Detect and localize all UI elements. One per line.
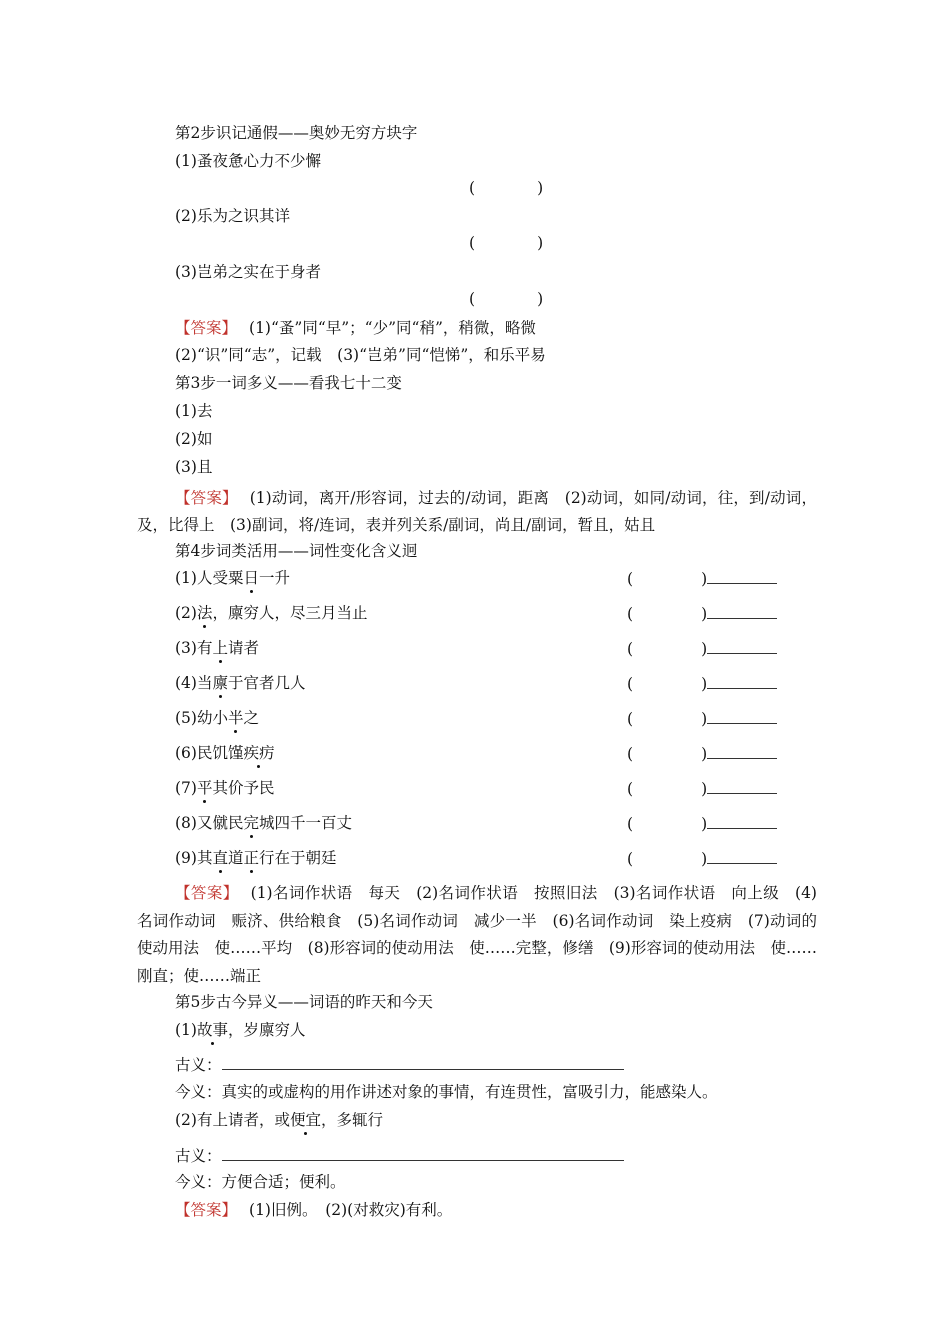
answer-paren[interactable]: ( ) (469, 234, 544, 252)
step5-item-2: (2)有上请者，或便宜，多辄行 (175, 1111, 383, 1129)
step3-answer: 【答案】 (1)动词，离开/形容词，过去的/动词，距离 (2)动词，如同/动词，往，到/动词，及，比得上 (3)副词，将/连词，表并列关系/副词，尚且/副词，暂且，姑且 (137, 489, 817, 534)
step4-item: (4)当廪于官者几人 (175, 674, 306, 692)
step4-item: (2)法，廪穷人，尽三月当止 (175, 604, 368, 622)
answer-tag: 【答案】 (175, 489, 238, 507)
answer-blank[interactable]: ( ) (627, 848, 777, 869)
jin-yi-1: 今义：真实的或虚构的用作讲述对象的事情，有连贯性，富吸引力，能感染人。 (175, 1083, 718, 1101)
step4-item: (7)平其价予民 (175, 779, 275, 797)
step2-item-1: (1)蚤夜惫心力不少懈 (175, 152, 321, 170)
gu-yi-field-1[interactable]: 古义： (175, 1054, 624, 1075)
answer-blank[interactable]: ( ) (627, 568, 777, 589)
answer-tag: 【答案】 (175, 319, 238, 337)
answer-blank[interactable]: ( ) (627, 638, 777, 659)
step5-answer: 【答案】 (1)旧例。 (2)(对救灾)有利。 (175, 1201, 453, 1219)
answer-paren[interactable]: ( ) (469, 179, 544, 197)
step3-title: 第3步一词多义——看我七十二变 (175, 374, 402, 392)
answer-blank[interactable]: ( ) (627, 778, 777, 799)
step2-item-2: (2)乐为之识其详 (175, 207, 290, 225)
answer-tag: 【答案】 (175, 884, 239, 902)
step2-item-3: (3)岂弟之实在于身者 (175, 263, 321, 281)
step3-item-1: (1)去 (175, 402, 213, 420)
answer-blank[interactable]: ( ) (627, 673, 777, 694)
step3-item-2: (2)如 (175, 430, 213, 448)
answer-tag: 【答案】 (175, 1201, 238, 1219)
answer-blank[interactable]: ( ) (627, 813, 777, 834)
step3-item-3: (3)且 (175, 458, 213, 476)
step4-item: (9)其直道正行在于朝廷 (175, 849, 337, 867)
step4-item: (8)又僦民完城四千一百丈 (175, 814, 352, 832)
step2-answer: 【答案】 (1)“蚤”同“早”；“少”同“稍”，稍微，略微 (175, 319, 536, 337)
step4-item: (1)人受粟日一升 (175, 569, 290, 587)
step4-item: (5)幼小半之 (175, 709, 259, 727)
step4-item: (3)有上请者 (175, 639, 259, 657)
gu-yi-field-2[interactable]: 古义： (175, 1145, 624, 1166)
answer-paren[interactable]: ( ) (469, 290, 544, 308)
step2-answer-line2: (2)“识”同“志”，记载 (3)“岂弟”同“恺悌”，和乐平易 (175, 346, 546, 364)
jin-yi-2: 今义：方便合适；便利。 (175, 1173, 346, 1191)
step5-title: 第5步古今异义——词语的昨天和今天 (175, 993, 433, 1011)
step2-title: 第2步识记通假——奥妙无穷方块字 (175, 124, 418, 142)
answer-blank[interactable]: ( ) (627, 743, 777, 764)
answer-blank[interactable]: ( ) (627, 708, 777, 729)
answer-blank[interactable]: ( ) (627, 603, 777, 624)
step5-item-1: (1)故事，岁廪穷人 (175, 1021, 306, 1039)
step4-title: 第4步词类活用——词性变化含义迥 (175, 542, 418, 560)
step4-item: (6)民饥馑疾疠 (175, 744, 275, 762)
step4-answer: 【答案】 (1)名词作状语 每天 (2)名词作状语 按照旧法 (3)名词作状语 向上级 (4)名词作动词 赈济、供给粮食 (5)名词作动词 减少一半 (6)名词作动词 染上疫病 (7)动词的使动用法 使……平均 (8)形容词的使动用法 使……完整，修缮 (9)形容词的使动用法 使……刚直；使……端正 (137, 884, 817, 985)
